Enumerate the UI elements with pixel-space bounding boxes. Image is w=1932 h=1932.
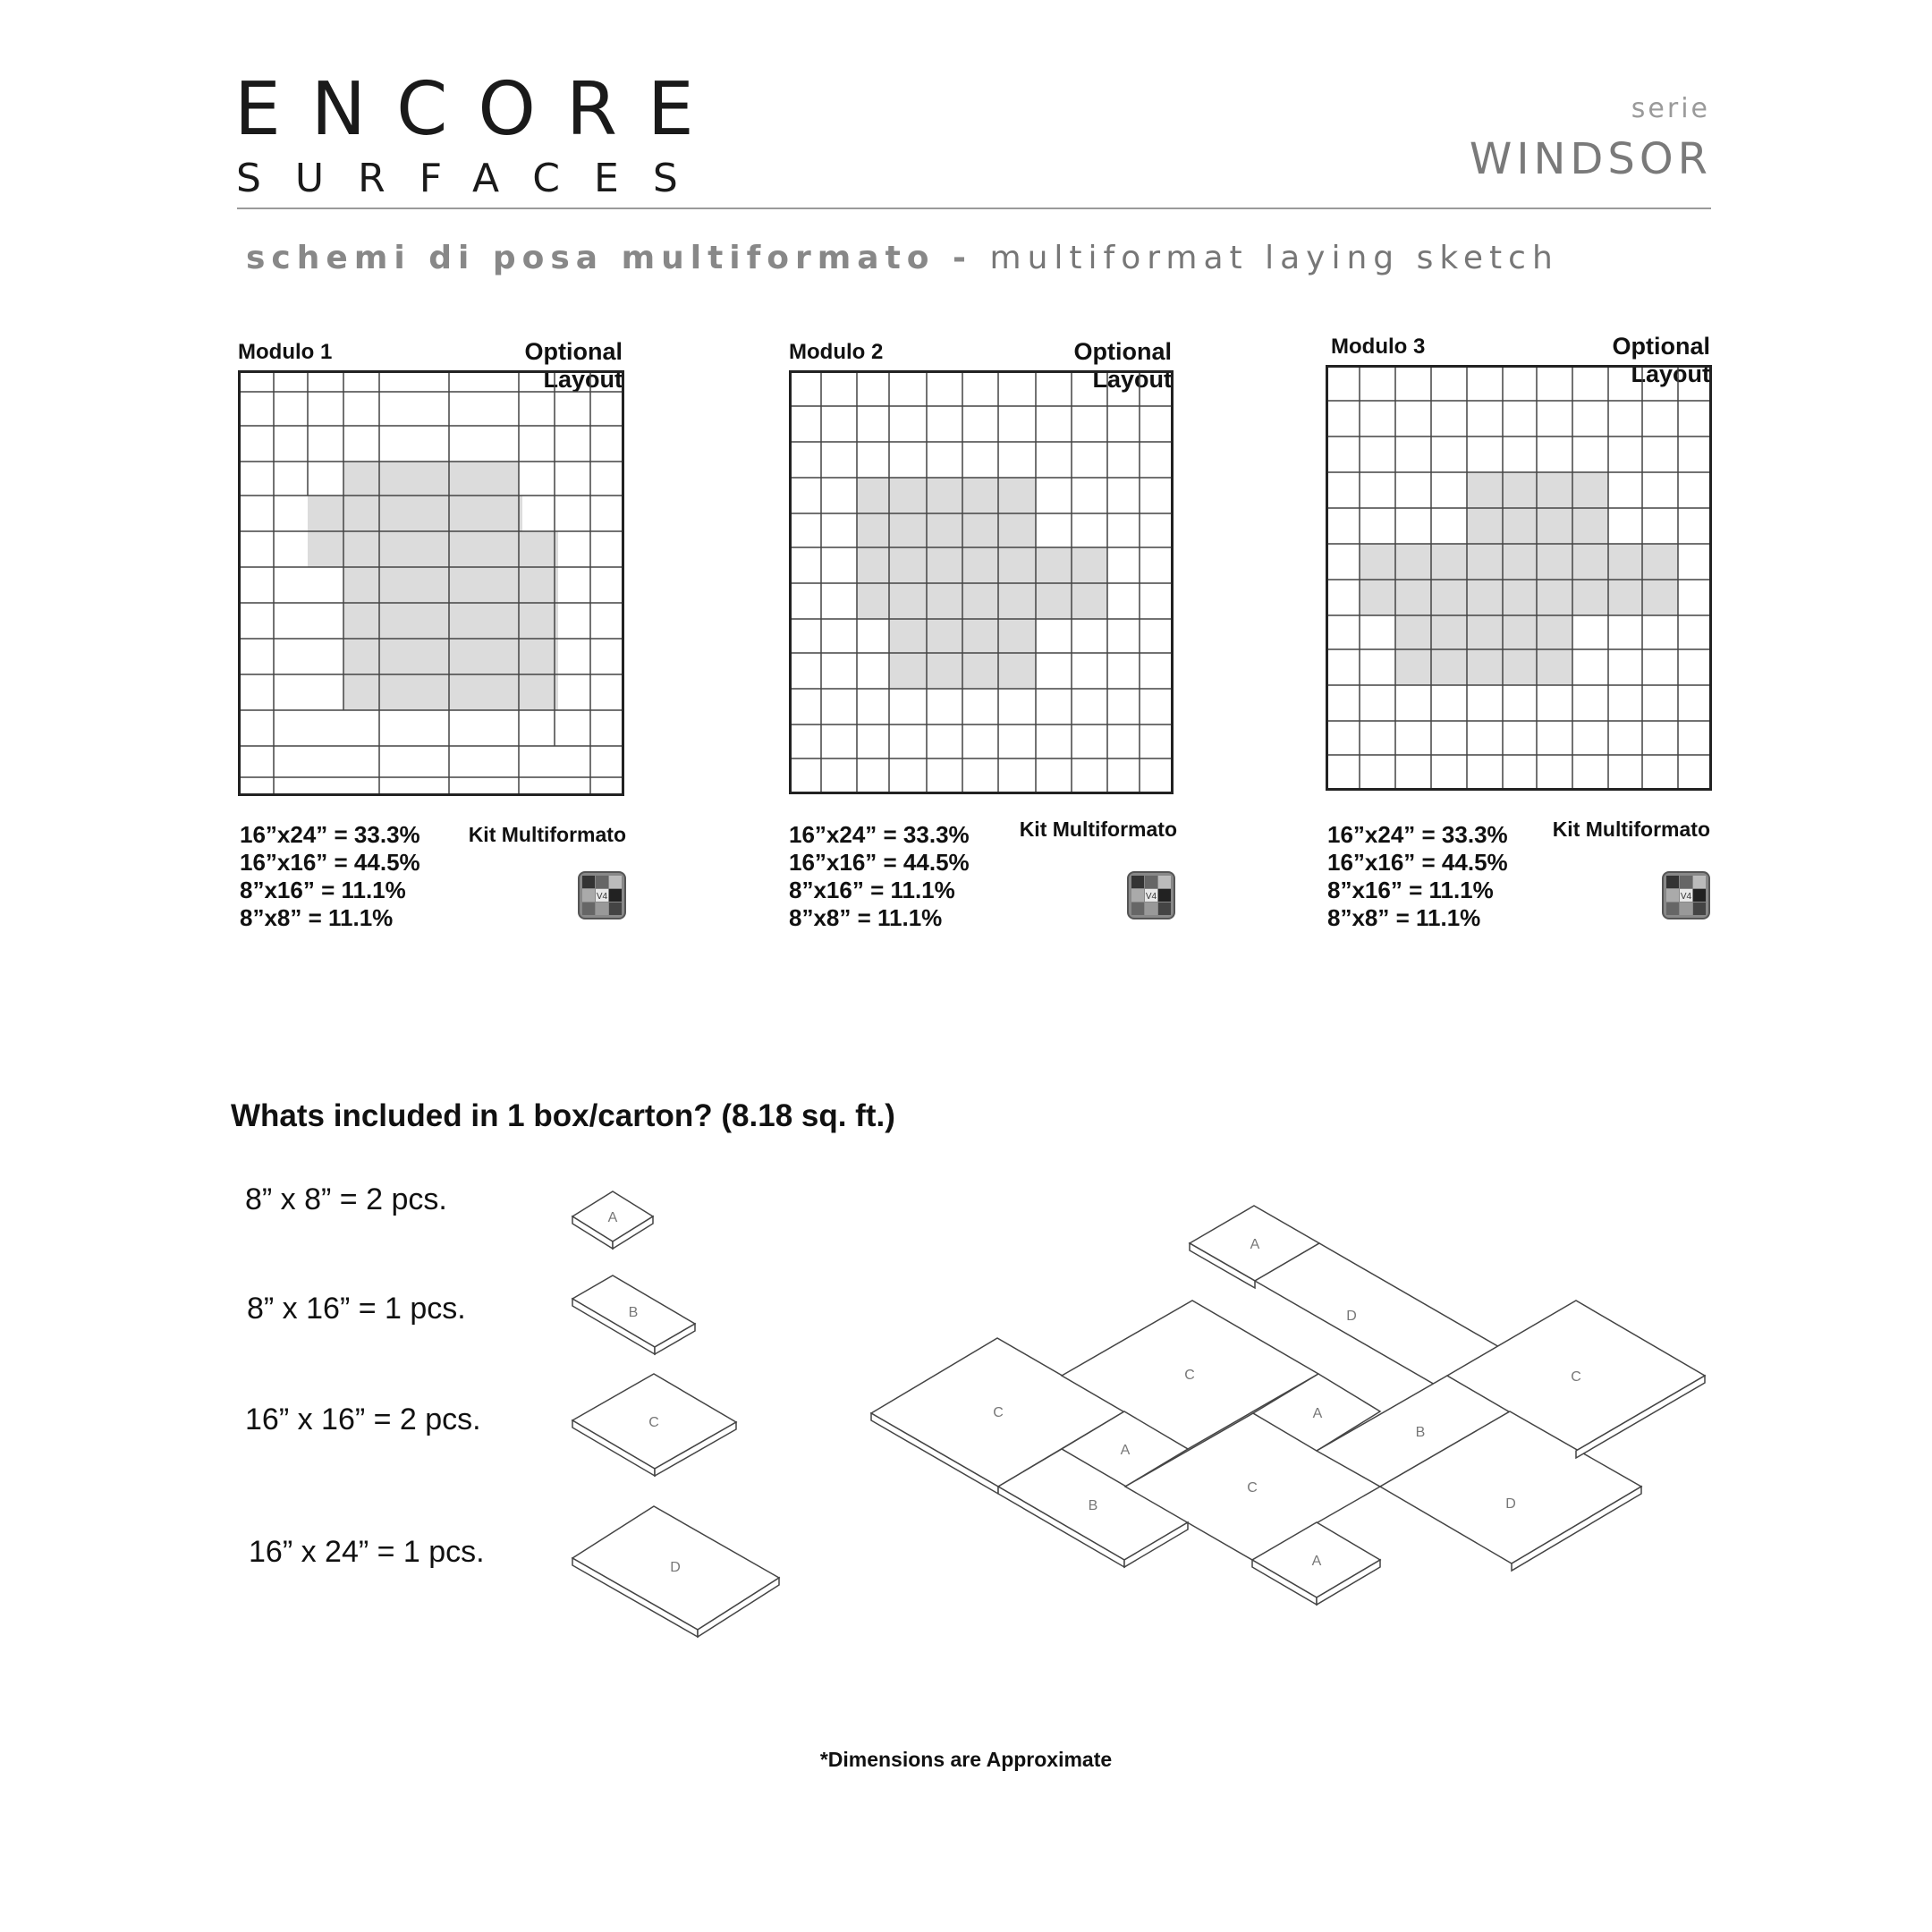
module-1-percentages	[240, 821, 420, 932]
subtitle-english: multiformat laying sketch	[989, 240, 1559, 276]
assembled-a-left: A	[1120, 1443, 1131, 1458]
module-3-label: Modulo 3	[1331, 335, 1426, 359]
tile-c-letter: C	[648, 1415, 659, 1430]
assembled-a-top: A	[1250, 1237, 1260, 1252]
pct-8x8: 8”x8” = 11.1%	[789, 904, 943, 931]
assembled-c-middle: C	[1184, 1368, 1195, 1383]
kit-multiformato-icon	[1127, 871, 1175, 919]
serie-label: serie	[1631, 93, 1710, 124]
page-subtitle	[246, 240, 1559, 276]
pct-8x16: 8”x16” = 11.1%	[240, 877, 406, 903]
svg-text:V4: V4	[1145, 892, 1157, 902]
pct-8x16: 8”x16” = 11.1%	[1327, 877, 1494, 903]
module-3-optional-layout: Optional Layout	[1612, 333, 1710, 387]
assembled-d-right: D	[1505, 1496, 1516, 1512]
pct-16x24: 16”x24” = 33.3%	[240, 821, 420, 848]
piece-count-d: 16” x 24” = 1 pcs.	[249, 1535, 485, 1569]
pct-16x24: 16”x24” = 33.3%	[1327, 821, 1508, 848]
piece-count-a: 8” x 8” = 2 pcs.	[245, 1182, 447, 1216]
kit-multiformato-icon	[1662, 871, 1710, 919]
tile-b-letter: B	[628, 1305, 639, 1320]
module-2-label: Modulo 2	[789, 340, 884, 364]
svg-text:V4: V4	[596, 892, 608, 902]
module-1-kit-label: Kit Multiformato	[468, 823, 626, 846]
module-3-kit-label: Kit Multiformato	[1552, 818, 1710, 841]
assembled-b-left: B	[1088, 1498, 1098, 1513]
piece-count-b: 8” x 16” = 1 pcs.	[247, 1292, 466, 1326]
module-3-layout-diagram	[1326, 365, 1712, 791]
module-3-percentages	[1327, 821, 1508, 932]
module-1-layout-diagram	[238, 370, 624, 796]
svg-text:V4: V4	[1680, 892, 1692, 902]
box-contents-title: Whats included in 1 box/carton? (8.18 sq. ft.)	[231, 1098, 895, 1133]
assembled-a-bottom: A	[1311, 1554, 1322, 1569]
pct-8x8: 8”x8” = 11.1%	[240, 904, 394, 931]
piece-count-c: 16” x 16” = 2 pcs.	[245, 1402, 481, 1436]
assembled-d-top: D	[1346, 1309, 1357, 1324]
module-1-label: Modulo 1	[238, 340, 333, 364]
assembled-b-right: B	[1415, 1425, 1426, 1440]
assembled-a-center: A	[1312, 1406, 1323, 1421]
tile-d-letter: D	[670, 1560, 681, 1575]
tile-a-letter: A	[607, 1210, 618, 1225]
isometric-single-tiles	[564, 1181, 787, 1646]
pct-8x8: 8”x8” = 11.1%	[1327, 904, 1481, 931]
module-2-percentages	[789, 821, 970, 932]
pct-16x16: 16”x16” = 44.5%	[1327, 849, 1508, 876]
subtitle-italian: schemi di posa multiformato -	[246, 240, 990, 276]
assembled-c-center: C	[1247, 1480, 1258, 1496]
brand-logo-line2: SURFACES	[236, 156, 712, 201]
pct-16x16: 16”x16” = 44.5%	[240, 849, 420, 876]
module-2-layout-diagram	[789, 370, 1174, 794]
pct-16x24: 16”x24” = 33.3%	[789, 821, 970, 848]
header-divider	[237, 208, 1711, 209]
brand-logo-line1: ENCORE	[234, 67, 724, 152]
kit-multiformato-icon	[578, 871, 626, 919]
module-1-optional-layout: Optional Layout	[524, 338, 623, 393]
serie-name: WINDSOR	[1469, 134, 1712, 184]
assembled-c-left: C	[993, 1405, 1004, 1420]
pct-16x16: 16”x16” = 44.5%	[789, 849, 970, 876]
footnote: *Dimensions are Approximate	[819, 1748, 1113, 1771]
isometric-assembled-layout	[859, 1172, 1717, 1619]
assembled-c-right: C	[1571, 1369, 1581, 1385]
module-2-kit-label: Kit Multiformato	[1019, 818, 1177, 841]
module-2-optional-layout: Optional Layout	[1073, 338, 1172, 393]
pct-8x16: 8”x16” = 11.1%	[789, 877, 955, 903]
